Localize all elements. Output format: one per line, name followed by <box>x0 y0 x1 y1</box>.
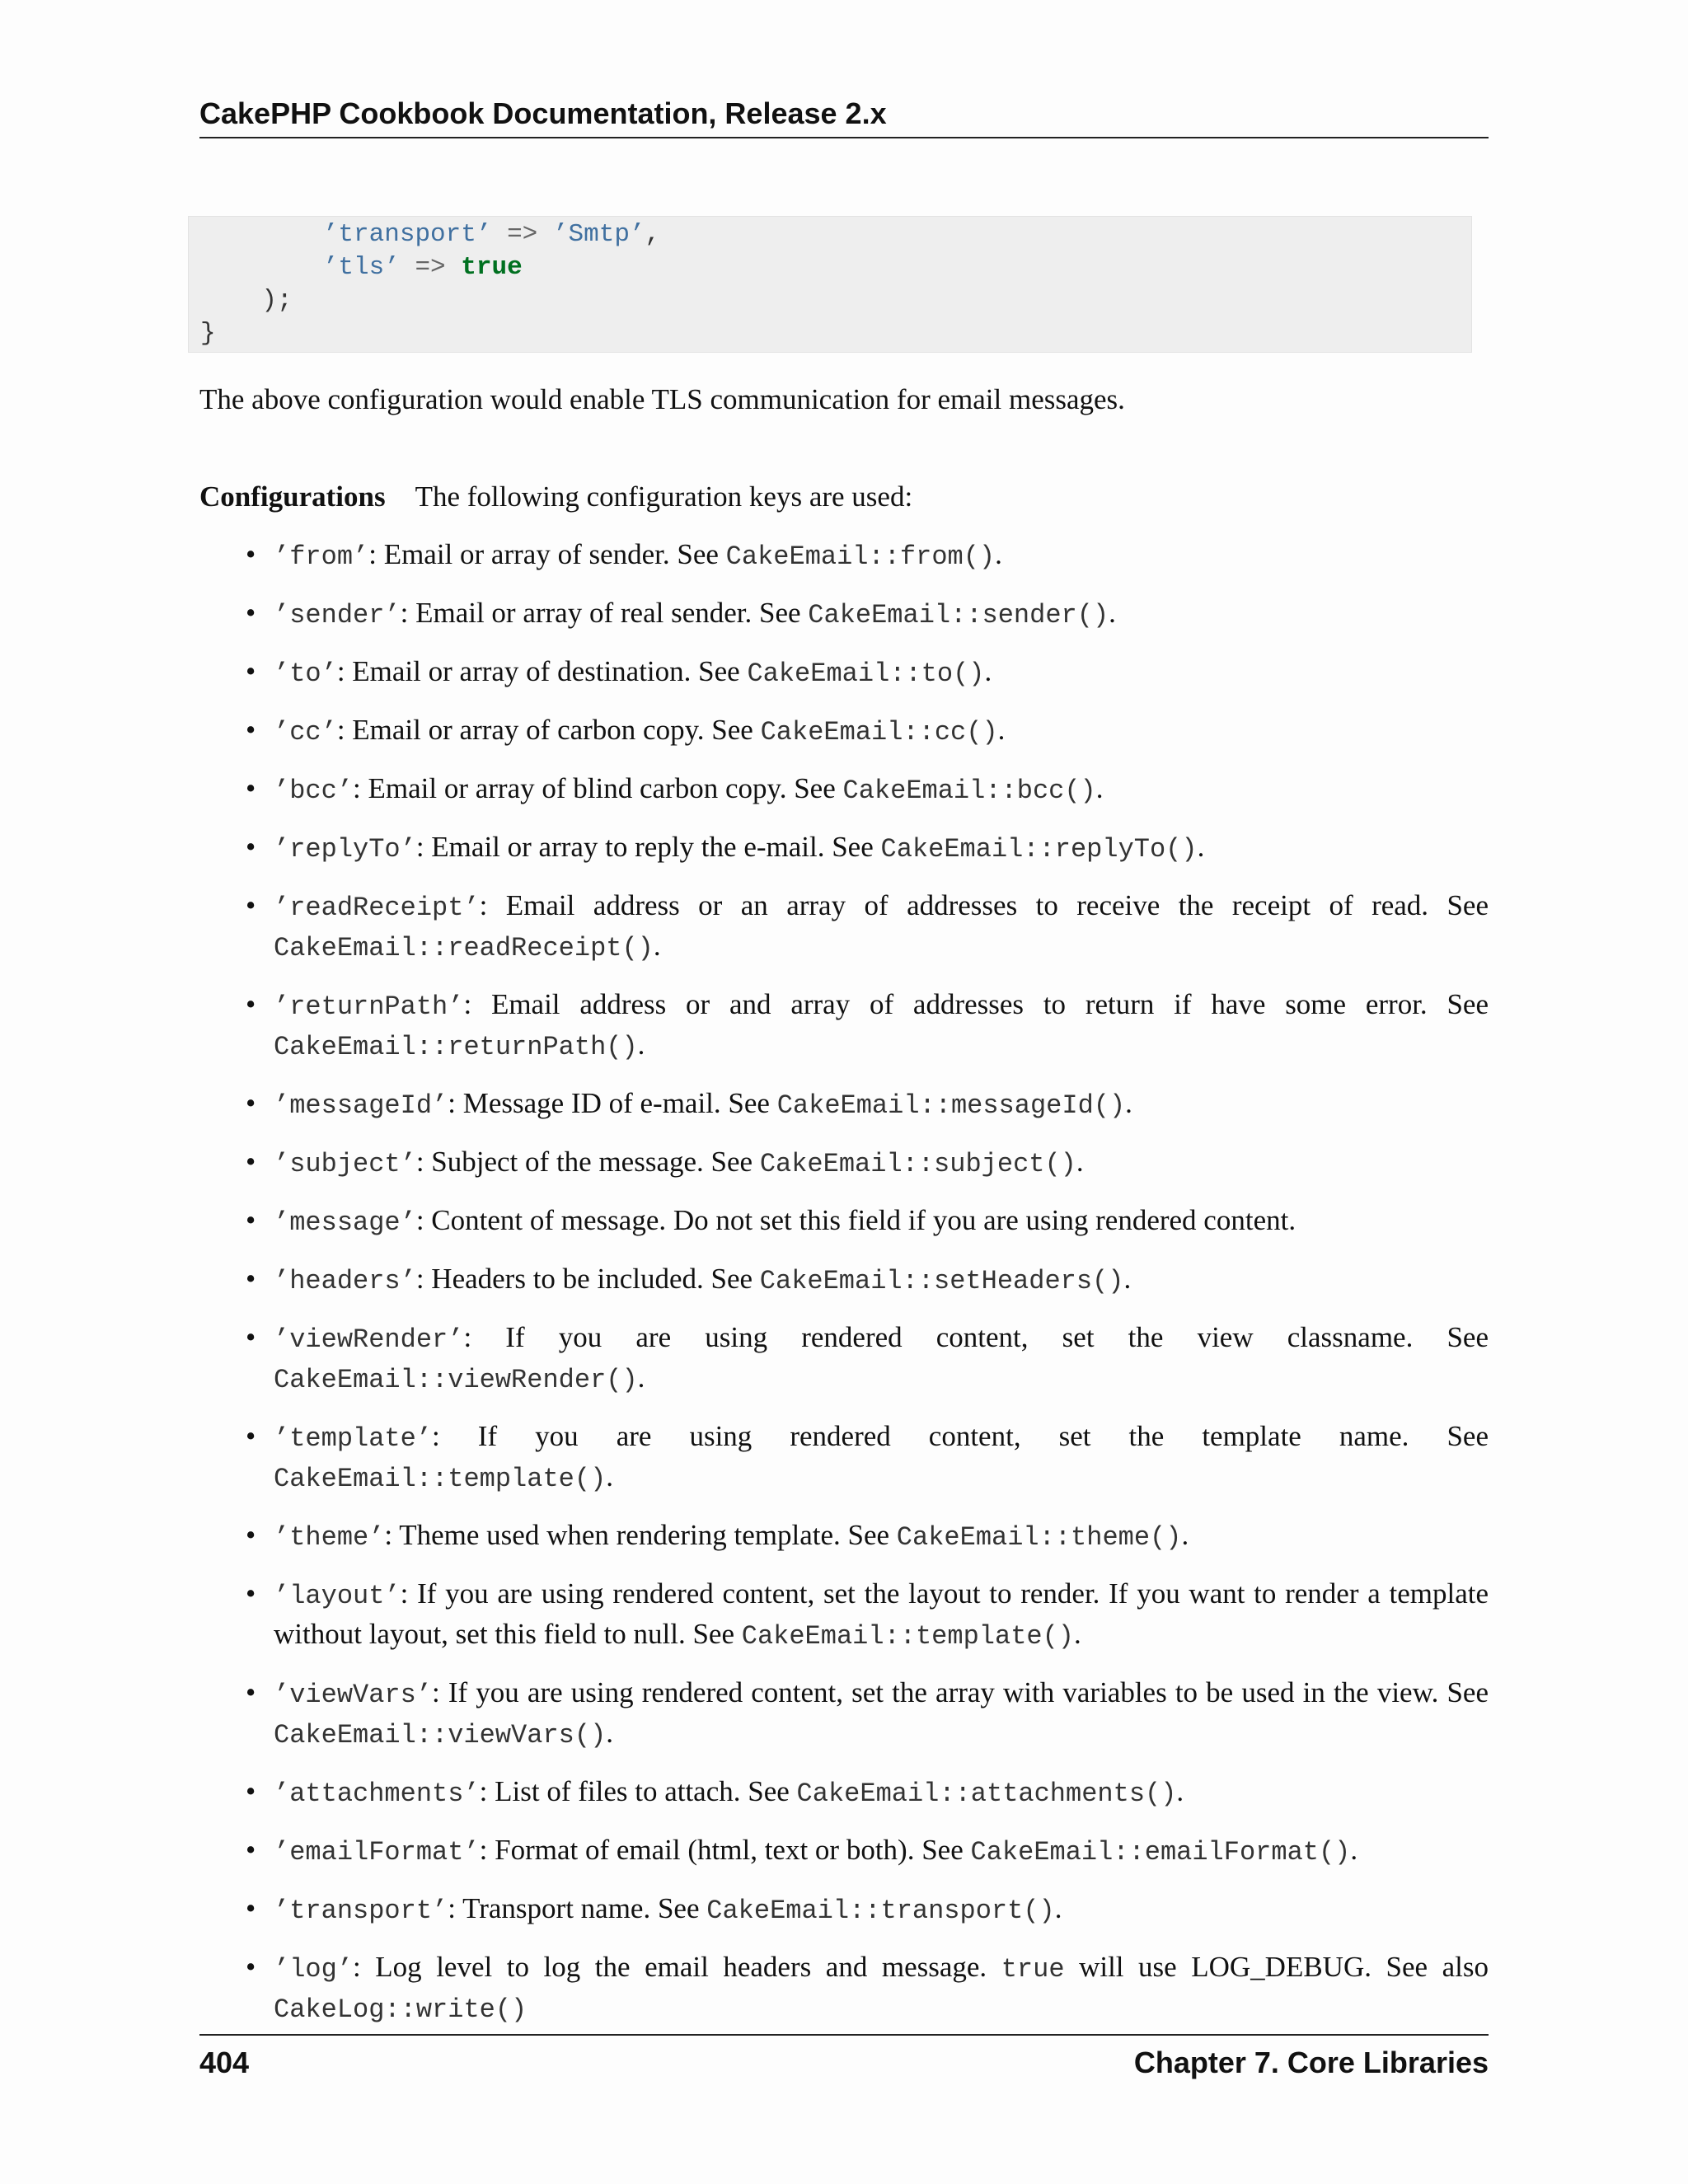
intro-paragraph: The above configuration would enable TLS communication for email messages. <box>199 383 1125 415</box>
list-item <box>199 711 1489 752</box>
list-item <box>199 594 1489 635</box>
config-key: ’sender’ <box>274 600 401 630</box>
configuration-keys-list <box>199 536 1489 2047</box>
punctuation: . <box>1350 1834 1358 1866</box>
config-key: ’returnPath’ <box>274 991 464 1022</box>
config-description: : Content of message. Do not set this field if you are using rendered content. <box>415 1204 1296 1236</box>
config-key: ’replyTo’ <box>274 834 416 865</box>
config-description: : If you are using rendered content, set the layout to render. If you want to render a template without layout, set this field to null. See <box>274 1577 1489 1650</box>
bullet: • <box>246 1087 256 1119</box>
list-item <box>199 1890 1489 1930</box>
bullet: • <box>246 597 256 629</box>
footer-rule <box>199 2034 1489 2036</box>
list-item <box>199 1948 1489 2029</box>
document-page <box>199 0 1489 2184</box>
bullet: • <box>246 831 256 863</box>
bullet: • <box>246 655 256 687</box>
list-item <box>199 536 1489 576</box>
code-block <box>188 216 1472 353</box>
config-description: will use LOG_DEBUG. See also <box>1064 1951 1489 1983</box>
punctuation: . <box>1123 1263 1132 1295</box>
bullet: • <box>246 1420 256 1452</box>
config-key: ’headers’ <box>274 1266 416 1296</box>
code-string: ’Smtp’ <box>552 220 645 249</box>
bullet: • <box>246 1146 256 1178</box>
api-reference-link[interactable]: CakeEmail::viewRender() <box>274 1365 638 1395</box>
config-key: ’log’ <box>274 1954 354 1985</box>
config-key: ’subject’ <box>274 1149 416 1179</box>
config-key: ’messageId’ <box>274 1090 448 1121</box>
config-key: ’to’ <box>274 658 337 689</box>
list-item <box>199 1418 1489 1498</box>
punctuation: . <box>1181 1519 1189 1551</box>
bullet: • <box>246 1519 256 1551</box>
code-operator: => <box>415 253 446 282</box>
config-description: : Email or array of destination. See <box>336 655 748 687</box>
list-item <box>199 1674 1489 1755</box>
config-description: : Email or array of blind carbon copy. See <box>353 772 843 804</box>
punctuation: . <box>1095 772 1104 804</box>
punctuation: . <box>984 655 992 687</box>
configurations-label: Configurations <box>199 480 386 513</box>
list-item <box>199 1516 1489 1557</box>
code-line <box>200 251 1460 284</box>
punctuation: . <box>1197 831 1205 863</box>
code-punct: , <box>645 220 661 249</box>
config-description: : If you are using rendered content, set the view classname. See <box>463 1321 1489 1353</box>
code-string: ’transport’ <box>322 220 492 249</box>
config-key: ’viewRender’ <box>274 1324 464 1355</box>
code-punct: ); <box>261 286 293 315</box>
list-item <box>199 1260 1489 1301</box>
punctuation: . <box>1074 1618 1081 1650</box>
config-description: : Theme used when rendering template. See <box>384 1519 897 1551</box>
config-description: : Email or array of real sender. See <box>400 597 809 629</box>
api-reference-link[interactable]: CakeLog::write() <box>274 1994 528 2025</box>
config-key: ’message’ <box>274 1207 416 1238</box>
configurations-field <box>199 478 1489 516</box>
api-reference-link[interactable]: CakeEmail::replyTo() <box>880 834 1198 865</box>
config-description: : Email or array of carbon copy. See <box>336 714 761 746</box>
bullet: • <box>246 538 256 570</box>
api-reference-link[interactable]: CakeEmail::messageId() <box>776 1090 1126 1121</box>
api-reference-link[interactable]: CakeEmail::emailFormat() <box>970 1837 1351 1868</box>
api-reference-link[interactable]: CakeEmail::viewVars() <box>274 1720 607 1750</box>
punctuation: . <box>653 930 661 962</box>
punctuation: . <box>637 1361 645 1394</box>
config-key: ’emailFormat’ <box>274 1837 480 1868</box>
bullet: • <box>246 714 256 746</box>
chapter-title: Chapter 7. Core Libraries <box>1133 2046 1489 2079</box>
list-item <box>199 828 1489 869</box>
config-description: : Email or array to reply the e-mail. See <box>415 831 881 863</box>
config-description: : Subject of the message. See <box>415 1146 760 1178</box>
code-line <box>200 284 1460 317</box>
list-item <box>199 1319 1489 1399</box>
code-string: ’tls’ <box>322 253 400 282</box>
api-reference-link[interactable]: CakeEmail::theme() <box>896 1522 1182 1553</box>
config-key: ’from’ <box>274 541 369 572</box>
api-reference-link[interactable]: CakeEmail::bcc() <box>842 776 1096 806</box>
bullet: • <box>246 988 256 1020</box>
bullet: • <box>246 1263 256 1295</box>
config-key: ’attachments’ <box>274 1779 480 1809</box>
bullet: • <box>246 889 256 921</box>
list-item <box>199 1143 1489 1183</box>
bullet: • <box>246 1892 256 1924</box>
punctuation: . <box>606 1460 614 1493</box>
true-literal: true <box>1001 1954 1065 1985</box>
bullet: • <box>246 772 256 804</box>
punctuation: . <box>1054 1892 1062 1924</box>
code-operator: => <box>507 220 538 249</box>
config-key: ’viewVars’ <box>274 1680 433 1710</box>
code-line <box>200 218 1460 251</box>
config-description: : Headers to be included. See <box>415 1263 760 1295</box>
config-description: : Email or array of sender. See <box>368 538 726 570</box>
config-description: : Email address or and array of addresses to return if have some error. See <box>463 988 1489 1020</box>
api-reference-link[interactable]: CakeEmail::setHeaders() <box>759 1266 1124 1296</box>
list-item <box>199 986 1489 1066</box>
config-description: : Transport name. See <box>448 1892 707 1924</box>
list-item <box>199 1575 1489 1656</box>
punctuation: . <box>1109 597 1116 629</box>
list-item <box>199 1085 1489 1125</box>
config-description: : If you are using rendered content, set the template name. See <box>432 1420 1489 1452</box>
code-punct: } <box>200 319 216 348</box>
bullet: • <box>246 1204 256 1236</box>
configurations-text: The following configuration keys are used: <box>415 480 913 513</box>
bullet: • <box>246 1577 256 1610</box>
api-reference-link[interactable]: CakeEmail::returnPath() <box>274 1032 638 1062</box>
api-reference-link[interactable]: CakeEmail::from() <box>725 541 996 572</box>
running-header: CakePHP Cookbook Documentation, Release 2.x <box>199 92 1489 138</box>
list-item <box>199 770 1489 810</box>
config-description: : Log level to log the email headers and message. <box>353 1951 1001 1983</box>
api-reference-link[interactable]: CakeEmail::to() <box>747 658 985 689</box>
config-description: : Format of email (html, text or both). See <box>479 1834 971 1866</box>
code-keyword: true <box>461 253 523 282</box>
config-description: : List of files to attach. See <box>479 1775 797 1807</box>
punctuation: . <box>637 1029 645 1061</box>
bullet: • <box>246 1676 256 1708</box>
config-key: ’transport’ <box>274 1896 448 1926</box>
api-reference-link[interactable]: CakeEmail::attachments() <box>796 1779 1177 1809</box>
api-reference-link[interactable]: CakeEmail::subject() <box>759 1149 1076 1179</box>
api-reference-link[interactable]: CakeEmail::template() <box>741 1621 1074 1652</box>
bullet: • <box>246 1775 256 1807</box>
punctuation: . <box>1076 1146 1084 1178</box>
punctuation: . <box>606 1717 614 1749</box>
config-key: ’template’ <box>274 1423 433 1454</box>
list-item <box>199 1773 1489 1813</box>
list-item <box>199 1831 1489 1872</box>
api-reference-link[interactable]: CakeEmail::template() <box>274 1464 607 1494</box>
api-reference-link[interactable]: CakeEmail::sender() <box>808 600 1109 630</box>
config-description: : Email address or an array of addresses to receive the receipt of read. See <box>479 889 1489 921</box>
bullet: • <box>246 1834 256 1866</box>
config-key: ’readReceipt’ <box>274 893 480 923</box>
config-description: : If you are using rendered content, set the array with variables to be used in the view. See <box>432 1676 1489 1708</box>
punctuation: . <box>995 538 1002 570</box>
list-item <box>199 887 1489 968</box>
list-item <box>199 653 1489 693</box>
bullet: • <box>246 1321 256 1353</box>
punctuation: . <box>1176 1775 1184 1807</box>
config-key: ’layout’ <box>274 1581 401 1611</box>
punctuation: . <box>1125 1087 1132 1119</box>
bullet: • <box>246 1951 256 1983</box>
code-line <box>200 317 1460 350</box>
api-reference-link[interactable]: CakeEmail::readReceipt() <box>274 933 654 963</box>
config-key: ’bcc’ <box>274 776 354 806</box>
page-number: 404 <box>199 2046 250 2079</box>
config-key: ’cc’ <box>274 717 337 748</box>
config-key: ’theme’ <box>274 1522 385 1553</box>
api-reference-link[interactable]: CakeEmail::cc() <box>760 717 998 748</box>
punctuation: . <box>997 714 1006 746</box>
config-description: : Message ID of e-mail. See <box>448 1087 777 1119</box>
api-reference-link[interactable]: CakeEmail::transport() <box>706 1896 1055 1926</box>
list-item <box>199 1202 1489 1242</box>
